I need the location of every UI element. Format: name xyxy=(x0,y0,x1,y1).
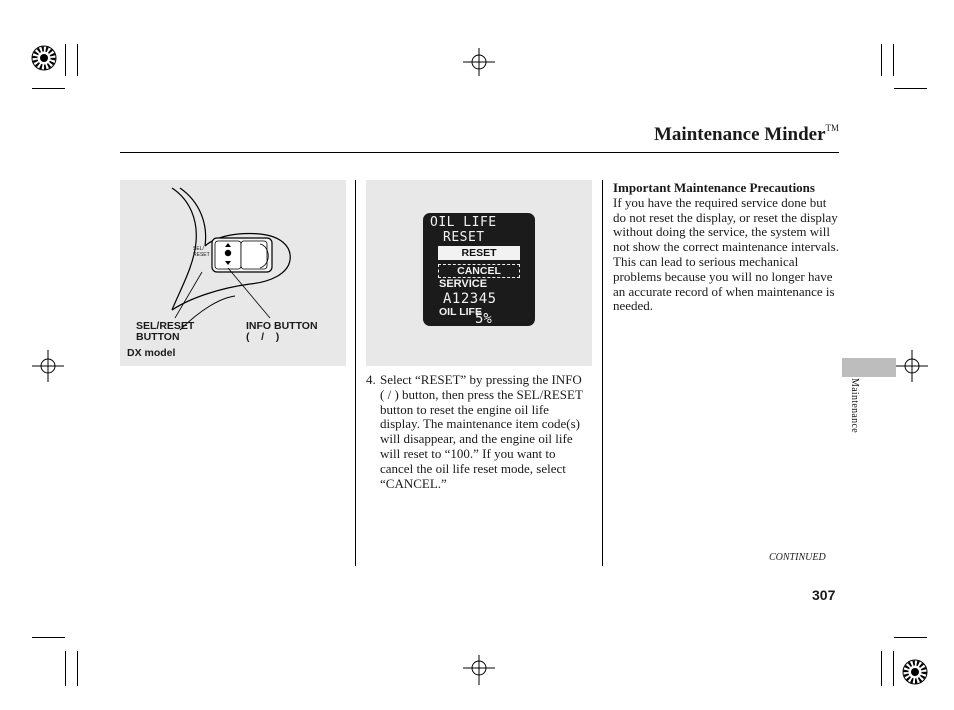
step-number: 4. xyxy=(366,372,376,387)
step-text: Select “RESET” by pressing the INFO ( / ) button, then press the SEL/RESET button to reset the engine oil life display. The maintenance item code(s) will disappear, and the engine oil life will reset to “100.” If you want to cancel the oil life reset mode, select “CANCEL.” xyxy=(380,372,583,491)
sel-reset-button-label: SEL/RESET BUTTON xyxy=(136,320,195,343)
precautions-section xyxy=(613,181,839,314)
crosshair-icon xyxy=(896,350,928,382)
crosshair-icon xyxy=(32,350,64,382)
precautions-heading: Important Maintenance Precautions xyxy=(613,180,815,195)
continued-note: CONTINUED xyxy=(769,552,826,563)
display-maintenance-code: A12345 xyxy=(443,291,497,307)
step-4-instructions xyxy=(366,373,586,491)
display-figure xyxy=(366,180,592,366)
crosshair-icon xyxy=(463,655,495,685)
header-divider xyxy=(120,152,839,153)
column-divider xyxy=(355,180,356,566)
section-tab-label: Maintenance xyxy=(849,378,860,433)
display-oil-life-percent: 5% xyxy=(475,311,492,327)
crosshair-icon xyxy=(463,48,495,76)
display-oil-life-label: OIL LIFE xyxy=(439,306,482,318)
model-label: DX model xyxy=(127,347,176,359)
display-cancel-option: CANCEL xyxy=(438,264,520,278)
page-number: 307 xyxy=(812,587,836,603)
switch-sel-reset-text: SEL/ RESET xyxy=(193,246,210,258)
trademark-mark: TM xyxy=(825,122,840,133)
display-reset-option: RESET xyxy=(438,246,520,260)
section-tab xyxy=(842,358,896,377)
display-reset-title: RESET xyxy=(443,230,485,245)
registration-target-icon xyxy=(899,656,931,688)
display-service-label: SERVICE xyxy=(439,278,488,290)
precautions-body: If you have the required service done but do not reset the display, or reset the display without doing the service, the system will not show the correct maintenance intervals. This can lead to serious mechanical problems because you will no longer have an accurate record of when maintenance is needed. xyxy=(613,194,839,314)
page-title: Maintenance Minder™ xyxy=(654,122,840,145)
steering-switch-figure xyxy=(120,180,346,366)
column-divider xyxy=(602,180,603,566)
display-oil-life-title: OIL LIFE xyxy=(430,215,497,230)
registration-target-icon xyxy=(28,42,60,74)
multi-info-display xyxy=(423,213,535,326)
info-button-label: INFO BUTTON ( / ) xyxy=(246,320,318,343)
